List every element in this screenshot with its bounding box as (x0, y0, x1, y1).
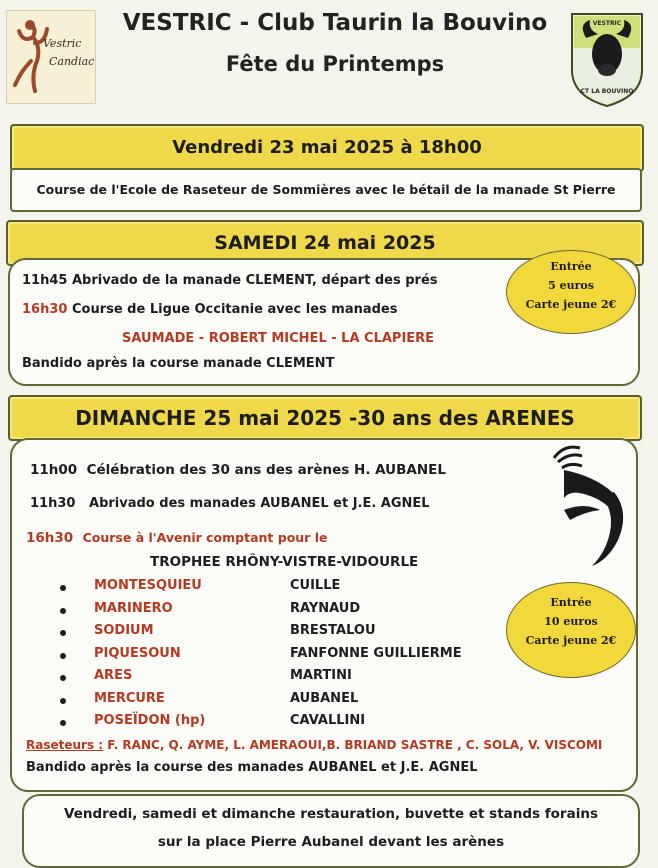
bullet-icon (60, 698, 66, 704)
sunday-price-line2: 10 euros (544, 615, 598, 628)
bull-name: ARES (94, 668, 133, 683)
bull-horns-icon (524, 440, 634, 570)
friday-heading: Vendredi 23 mai 2025 à 18h00 (172, 137, 482, 158)
list-item (60, 646, 460, 669)
sunday-heading-band (8, 395, 642, 441)
bull-manade: RAYNAUD (290, 600, 361, 616)
list-item (60, 601, 460, 624)
bull-manade: CUILLE (290, 578, 341, 593)
saturday-manades: SAUMADE - ROBERT MICHEL - LA CLAPIERE (122, 331, 435, 346)
friday-line: Course de l'Ecole de Raseteur de Sommières avec le bétail de la manade St Pierre (36, 182, 616, 197)
sunday-price-line1: Entrée (550, 596, 592, 609)
list-item (60, 713, 460, 736)
list-item (60, 578, 460, 601)
dancer-figure-icon (11, 17, 51, 97)
bullet-icon (60, 630, 66, 636)
saturday-price-line2: 5 euros (548, 279, 594, 292)
saturday-price-line1: Entrée (550, 260, 592, 273)
bullet-icon (60, 608, 66, 614)
event-title: VESTRIC - Club Taurin la Bouvino (122, 10, 548, 36)
ct-la-bouvino-logo (566, 8, 648, 108)
footer-line1: Vendredi, samedi et dimanche restauration, buvette et stands forains (64, 806, 598, 822)
saturday-item2-text: Course de Ligue Occitanie avec les manades (71, 302, 398, 317)
sunday-item2-text: Abrivado des manades AUBANEL et J.E. AGNEL (89, 496, 430, 511)
bull-name: SODIUM (94, 623, 154, 638)
bullet-icon (60, 585, 66, 591)
bullet-icon (60, 675, 66, 681)
list-item (60, 623, 460, 646)
sunday-item3-time: 16h30 (26, 530, 74, 546)
bull-name: PIQUESOUN (94, 645, 181, 661)
logo-left-text-2: Candiac (49, 55, 95, 68)
list-item (60, 668, 460, 691)
event-subtitle: Fête du Printemps (225, 52, 445, 76)
saturday-price-badge (506, 250, 636, 334)
bull-manade: CAVALLINI (290, 713, 366, 728)
sunday-item2-time: 11h30 (30, 496, 76, 511)
vestric-candiac-logo (6, 10, 96, 104)
raseteurs-list: F. RANC, Q. AYME, L. AMERAOUI,B. BRIAND SASTRE , C. SOLA, V. VISCOMI (107, 738, 603, 752)
bull-manade: MARTINI (290, 668, 352, 683)
bull-manade: FANFONNE GUILLIERME (290, 645, 462, 661)
logo-right-bottom-text: CT LA BOUVINO (580, 88, 634, 95)
friday-heading-band (10, 124, 644, 172)
bulls-list (60, 578, 460, 736)
raseteurs-label: Raseteurs : (26, 738, 104, 752)
bull-manade: BRESTALOU (290, 623, 376, 638)
sunday-price-badge (506, 582, 636, 678)
friday-box (10, 168, 642, 212)
sunday-bandido: Bandido après la course des manades AUBANEL et J.E. AGNEL (26, 760, 478, 775)
saturday-bandido: Bandido après la course manade CLEMENT (22, 356, 335, 371)
saturday-heading: SAMEDI 24 mai 2025 (214, 232, 436, 254)
bull-name: MERCURE (94, 690, 165, 706)
sunday-item3-text: Course à l'Avenir comptant pour le (82, 530, 328, 545)
bullet-icon (60, 653, 66, 659)
logo-right-top-text: VESTRIC (592, 20, 622, 27)
list-item (60, 691, 460, 714)
bull-manade: AUBANEL (290, 690, 359, 706)
sunday-item1-time: 11h00 (30, 462, 78, 478)
sunday-heading: DIMANCHE 25 mai 2025 -30 ans des ARENES (75, 406, 575, 430)
sunday-price-line3: Carte jeune 2€ (525, 634, 617, 647)
bull-name: MARINERO (94, 600, 173, 616)
saturday-item1: 11h45 Abrivado de la manade CLEMENT, départ des prés (22, 273, 438, 288)
bullet-icon (60, 720, 66, 726)
logo-left-text-1: Vestric (43, 37, 82, 50)
sunday-item1-text: Célébration des 30 ans des arènes H. AUBANEL (86, 462, 446, 478)
saturday-price-line3: Carte jeune 2€ (525, 298, 617, 311)
trophy-title: TROPHEE RHÔNY-VISTRE-VIDOURLE (150, 554, 419, 570)
footer-box (22, 794, 640, 868)
footer-line2: sur la place Pierre Aubanel devant les arènes (157, 834, 505, 850)
bull-name: MONTESQUIEU (94, 578, 202, 593)
saturday-item2-time: 16h30 (22, 302, 68, 317)
bull-name: POSEÏDON (hp) (94, 713, 206, 728)
